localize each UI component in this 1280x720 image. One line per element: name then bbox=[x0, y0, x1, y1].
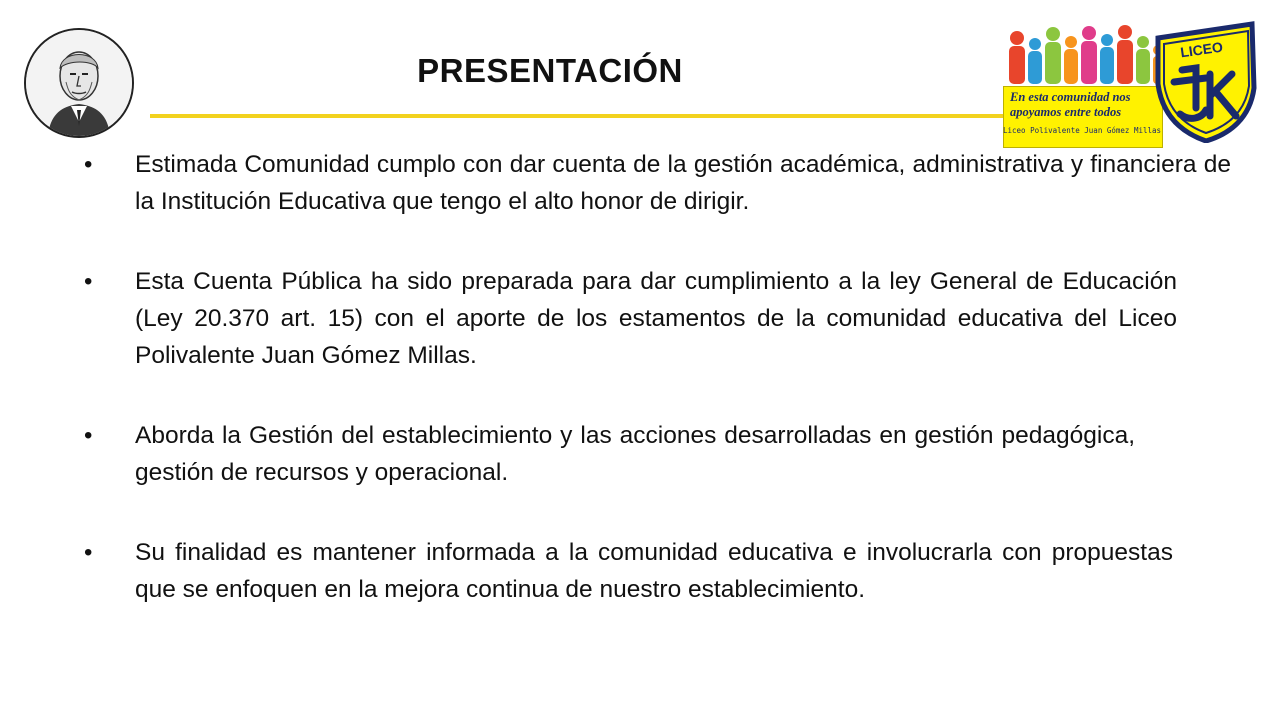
list-item bbox=[80, 263, 1177, 374]
presentation-bullets bbox=[80, 146, 1231, 608]
bullet-text: Estimada Comunidad cumplo con dar cuenta de la gestión académica, administrativa y financiera de la Institución Educativa que tengo el alto honor de dirigir. bbox=[135, 151, 1231, 215]
motto-box bbox=[1003, 86, 1163, 148]
page-title: PRESENTACIÓN bbox=[417, 52, 683, 89]
motto-line-1: En esta comunidad nos bbox=[1010, 90, 1131, 104]
list-item bbox=[80, 417, 1135, 491]
community-banner-logo bbox=[1003, 24, 1163, 136]
list-item bbox=[80, 146, 1231, 220]
title-underline bbox=[150, 114, 1010, 118]
shield-text: LICEO bbox=[1179, 38, 1224, 61]
school-shield-icon bbox=[1150, 18, 1260, 143]
bullet-text: Aborda la Gestión del establecimiento y las acciones desarrolladas en gestión pedagógica, gestión de recursos y operacional. bbox=[135, 422, 1135, 486]
bullet-text: Su finalidad es mantener informada a la comunidad educativa e involucrarla con propuestas que se enfoquen en la mejora continua de nuestro establecimiento. bbox=[135, 539, 1173, 603]
school-name-caption: Liceo Polivalente Juan Gómez Millas bbox=[1003, 126, 1162, 135]
bullet-dot: • bbox=[84, 151, 93, 178]
bullet-dot: • bbox=[84, 268, 93, 295]
bullet-dot: • bbox=[84, 422, 93, 449]
people-illustration-icon bbox=[1003, 24, 1163, 86]
bullet-dot: • bbox=[84, 539, 93, 566]
bullet-text: Esta Cuenta Pública ha sido preparada para dar cumplimiento a la ley General de Educación (Ley 20.370 art. 15) con el aporte de los estamentos de la comunidad educativa del Liceo Polivalente Juan Gómez Millas. bbox=[135, 268, 1177, 369]
list-item bbox=[80, 534, 1173, 608]
motto-line-2: apoyamos entre todos bbox=[1010, 105, 1122, 119]
